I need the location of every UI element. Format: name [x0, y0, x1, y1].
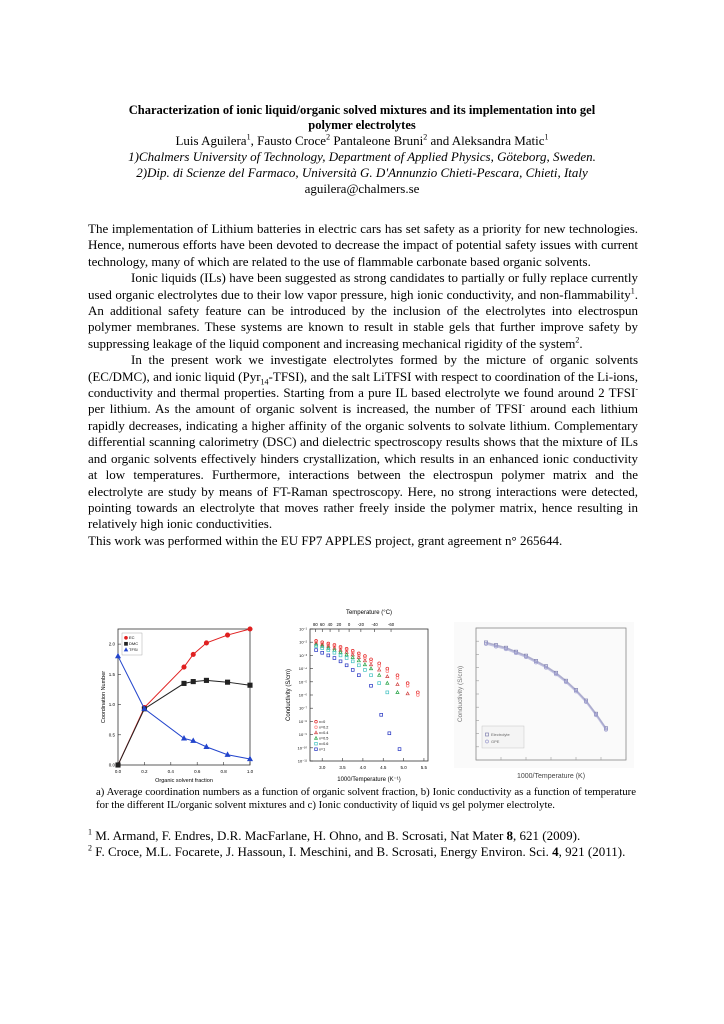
author-3: Pantaleone Bruni	[330, 133, 424, 148]
data-point-x=0.6	[364, 669, 367, 672]
top-tick-label: 80	[312, 622, 318, 627]
legend-label-ec: EC	[129, 635, 135, 640]
legend-label-gpe: GPE	[491, 739, 500, 744]
x-axis-label: Organic solvent fraction	[155, 778, 213, 784]
data-point-x=0.4	[369, 663, 372, 666]
data-point-ec	[204, 641, 208, 645]
p2-text-b: . An additional safety feature can be introduced by the inclusion of the electrolytes into electrospun polymer membranes. These systems are known to result in stable gels that further improve safety by suppressing leakage of the liquid component and increasing mechanical rigidity of the system	[88, 286, 638, 351]
ref-1-number: 1	[88, 827, 92, 837]
data-point-x=0.4	[396, 683, 399, 686]
data-point-x=0.5	[369, 667, 372, 670]
x-tick-label: 5.0	[400, 765, 407, 770]
p3-text-d: around each lithium rapidly decreases, indicating a higher affinity of the organic solvents to solvate lithium. Complementary differential scanning calorimetry (DSC) and dielectric spectroscopy results shows that the mixture of ILs and organic solvents effectively hinders crystallization, which results in an enhanced ionic conductivity at low temperatures. Furthermore, interactions between the electrospun polymer matrix and the electrolyte are study by means of FT-Raman spectroscopy. Here, no strong interactions were detected, pointing towards an electrolyte that moves rather freely inside the polymer matrix, hence resulting in relatively high ionic conductivities.	[88, 401, 639, 532]
p2-text-a: Ionic liquids (ILs) have been suggested as strong candidates to partially or fully replace currently used organic electrolytes due to their low vapor pressure, high ionic conductivity, and non-flammability	[88, 270, 638, 302]
legend-marker-x=1	[315, 748, 318, 751]
legend-label-x=0.6: x=0.6	[319, 742, 329, 746]
y-axis-label: Coordination Number	[101, 670, 107, 724]
reference-2	[88, 844, 638, 860]
legend-label-x=1: x=1	[319, 747, 326, 752]
paragraph-3	[88, 352, 638, 532]
affiliation-2: 2)Dip. di Scienze del Farmaco, Università G. D'Annunzio Chieti-Pescara, Chieti, Italy	[136, 165, 588, 180]
data-point-dmc	[204, 678, 208, 682]
references	[88, 828, 638, 861]
data-point-x=0.6	[339, 654, 342, 657]
data-point-x=0.6	[386, 691, 389, 694]
legend-marker-x=0.4	[315, 731, 318, 734]
data-point-x=0.5	[396, 691, 399, 694]
author-4: and Aleksandra Matic	[427, 133, 545, 148]
y-tick-label: 2.0	[108, 641, 115, 647]
paragraph-2	[88, 270, 638, 352]
data-point-x=1	[351, 669, 354, 672]
data-point-tfsi	[182, 736, 187, 740]
data-point-x=1	[345, 664, 348, 667]
paper-header	[80, 103, 644, 197]
y-tick-label: 10⁻⁵	[298, 679, 307, 685]
x-tick-label: 1.0	[246, 769, 254, 774]
data-point-ec	[225, 633, 229, 637]
legend-label-x=0.4: x=0.4	[319, 731, 329, 735]
ref-2-number: 2	[88, 844, 92, 854]
p3-text-b: -TFSI), and the salt LiTFSI with respect to coordination of the Li-ions, conductivity and thermal properties. Starting from a pure IL based electrolyte we found around 2 TFSI	[88, 368, 638, 401]
conductivity-temperature-chart	[282, 607, 442, 785]
data-point-x=1	[380, 713, 383, 716]
data-point-x=0.4	[386, 675, 389, 678]
x-axis-label: 1000/Temperature (K)	[516, 773, 586, 780]
data-point-dmc	[225, 680, 229, 684]
data-point-x=1	[398, 748, 401, 751]
p3-text-c: per lithium. As the amount of organic solvent is increased, the number of TFSI	[88, 401, 523, 417]
ref-1-text-a: M. Armand, F. Endres, D.R. MacFarlane, H. Ohno, and B. Scrosati, Nat Mater	[92, 828, 507, 843]
legend-marker-x=0.5	[315, 737, 318, 740]
y-tick-label: 10⁻⁹	[298, 732, 307, 738]
top-tick-label: -20	[357, 622, 364, 627]
data-point-x=0.4	[406, 692, 409, 695]
legend-marker-x=0.6	[315, 742, 318, 745]
data-point-x=0.4	[363, 659, 366, 662]
data-point-ec	[191, 652, 195, 656]
top-tick-label: -40	[371, 622, 378, 627]
p3-superscript-1: -	[635, 384, 638, 394]
p3-superscript-2: -	[522, 401, 526, 411]
data-point-x=0.5	[357, 659, 360, 662]
figure-c	[454, 622, 634, 782]
x-tick-label: 3.0	[319, 765, 326, 770]
top-tick-label: 60	[319, 622, 325, 627]
legend-box	[482, 726, 524, 748]
top-axis-title: Temperature (°C)	[345, 610, 393, 616]
data-point-x=0.6	[351, 660, 354, 663]
author-2-affil: 2	[326, 132, 331, 142]
title-line-2: polymer electrolytes	[308, 118, 416, 132]
y-tick-label: 10⁻¹¹	[297, 758, 307, 764]
ref-2-text-a: F. Croce, M.L. Focarete, J. Hassoun, I. Meschini, and B. Scrosati, Energy Environ. Sci.	[92, 844, 553, 860]
author-4-affil: 1	[544, 132, 549, 142]
y-tick-label: 0.5	[108, 732, 115, 738]
top-tick-label: 40	[327, 622, 333, 627]
legend-marker-ec	[125, 636, 128, 639]
ref-1-text-b: , 621 (2009).	[513, 828, 581, 843]
y-tick-label: 10⁻⁶	[298, 692, 307, 698]
series-line-dmc	[118, 680, 250, 765]
series-line-tfsi	[118, 656, 250, 759]
x-tick-label: 0.6	[194, 769, 201, 774]
data-point-x=1	[370, 684, 373, 687]
y-tick-label: 10⁻⁷	[298, 705, 307, 711]
top-tick-label: -60	[387, 622, 395, 627]
top-tick-label: 0	[347, 622, 351, 627]
x-tick-label: 4.0	[359, 765, 367, 770]
data-point-x=1	[321, 651, 324, 654]
reference-1	[88, 828, 638, 844]
data-point-x=0.4	[378, 668, 381, 671]
data-point-x=1	[333, 657, 336, 660]
citation-2: 2	[575, 335, 580, 345]
legend-label-dmc: DMC	[129, 641, 139, 646]
x-tick-label: 0.4	[167, 769, 174, 774]
data-point-x=0.6	[333, 651, 336, 654]
legend-label-x=0.2: x=0.2	[319, 725, 329, 730]
y-tick-label: 10⁻¹⁰	[297, 745, 307, 751]
y-tick-label: 1.5	[108, 671, 115, 677]
author-list	[80, 133, 644, 149]
citation-1: 1	[630, 286, 635, 296]
data-point-x=0.5	[378, 674, 381, 677]
legend-marker-dmc	[125, 642, 128, 645]
affiliation-1: 1)Chalmers University of Technology, Department of Applied Physics, Göteborg, Sweden.	[128, 149, 596, 164]
y-tick-label: 1.0	[108, 702, 115, 708]
legend-marker-x=0	[315, 720, 318, 723]
p3-subscript: 14	[260, 377, 269, 387]
y-tick-label: 10⁻²	[299, 639, 307, 645]
data-point-x=1	[339, 660, 342, 663]
ref-2-volume: 4	[552, 844, 559, 860]
data-point-ec	[182, 665, 186, 669]
x-tick-label: 3.5	[339, 765, 346, 770]
p3-text-a: In the present work we investigate electrolytes formed by the micture of organic solvents (EC/DMC), and ionic liquid (Pyr	[88, 352, 638, 384]
figure-caption: a) Average coordination numbers as a function of organic solvent fraction, b) Ionic conductivity as a function of temperature for the different IL/organic solvent mixtures and c) Ionic conductivity of liquid vs gel polymer electrolyte.	[96, 786, 636, 811]
liquid-vs-gel-chart	[454, 622, 634, 782]
y-tick-label: 10⁻³	[299, 652, 307, 658]
y-axis-label: Conductivity (S/cm)	[286, 668, 292, 722]
author-1-affil: 1	[246, 132, 251, 142]
author-1: Luis Aguilera	[175, 133, 247, 148]
ref-1-volume: 8	[506, 828, 514, 843]
data-point-dmc	[116, 763, 120, 767]
ref-2-text-b: , 921 (2011).	[558, 844, 626, 860]
image-background	[454, 622, 634, 768]
title-line-1: Characterization of ionic liquid/organic solved mixtures and its implementation into gel	[128, 103, 596, 117]
data-point-x=0.6	[378, 682, 381, 685]
x-axis-label: 1000/Temperature (K⁻¹)	[337, 777, 401, 783]
x-tick-label: 0.2	[141, 769, 148, 774]
data-point-x=0.6	[345, 657, 348, 660]
coordination-chart	[98, 625, 258, 785]
contact-email: aguilera@chalmers.se	[304, 181, 420, 196]
top-tick-label: 20	[336, 622, 342, 627]
data-point-x=0.6	[357, 664, 360, 667]
data-point-ec	[248, 627, 252, 631]
data-point-x=0.6	[370, 674, 373, 677]
legend-label-electrolyte: Electrolyte	[491, 732, 510, 737]
data-point-x=1	[357, 674, 360, 677]
author-2: , Fausto Croce	[250, 133, 327, 148]
y-tick-label: 10⁻⁸	[298, 718, 307, 724]
data-point-dmc	[248, 683, 252, 687]
y-tick-label: 10⁻¹	[299, 626, 307, 632]
x-tick-label: 0.0	[114, 769, 122, 774]
legend-marker-x=0.2	[315, 726, 318, 729]
x-tick-label: 5.5	[420, 765, 428, 770]
author-3-affil: 2	[423, 132, 428, 142]
paragraph-1: The implementation of Lithium batteries in electric cars has set safety as a priority for new technologies. Hence, numerous efforts have been devoted to decrease the impact of potential safety issues with current technology, many of which are related to the use of flammable carbonate based organic solvents.	[88, 221, 638, 269]
data-point-dmc	[182, 681, 186, 685]
x-tick-label: 4.5	[380, 765, 387, 770]
y-tick-label: 10⁻⁴	[298, 666, 307, 672]
abstract-body	[88, 221, 638, 549]
y-tick-label: 0.0	[108, 762, 115, 768]
data-point-x=1	[315, 649, 318, 652]
y-axis-label: Conductivity (S/cm)	[457, 665, 464, 723]
x-tick-label: 0.8	[220, 769, 227, 774]
figure-a	[98, 625, 258, 785]
paragraph-4: This work was performed within the EU FP7 APPLES project, grant agreement n° 265644.	[88, 532, 563, 548]
legend-label-x=0.5: x=0.5	[319, 736, 329, 741]
p2-text-c: .	[579, 335, 583, 351]
figure-b	[282, 607, 442, 785]
data-point-dmc	[191, 679, 195, 683]
data-point-x=0.5	[363, 663, 366, 666]
data-point-x=1	[388, 732, 391, 735]
data-point-tfsi	[116, 654, 121, 658]
paper-title	[80, 103, 644, 133]
legend-label-x=0: x=0	[319, 720, 326, 724]
data-point-x=1	[327, 654, 330, 657]
data-point-x=0.5	[386, 681, 389, 684]
legend-label-tfsi: TFSI	[129, 647, 138, 652]
